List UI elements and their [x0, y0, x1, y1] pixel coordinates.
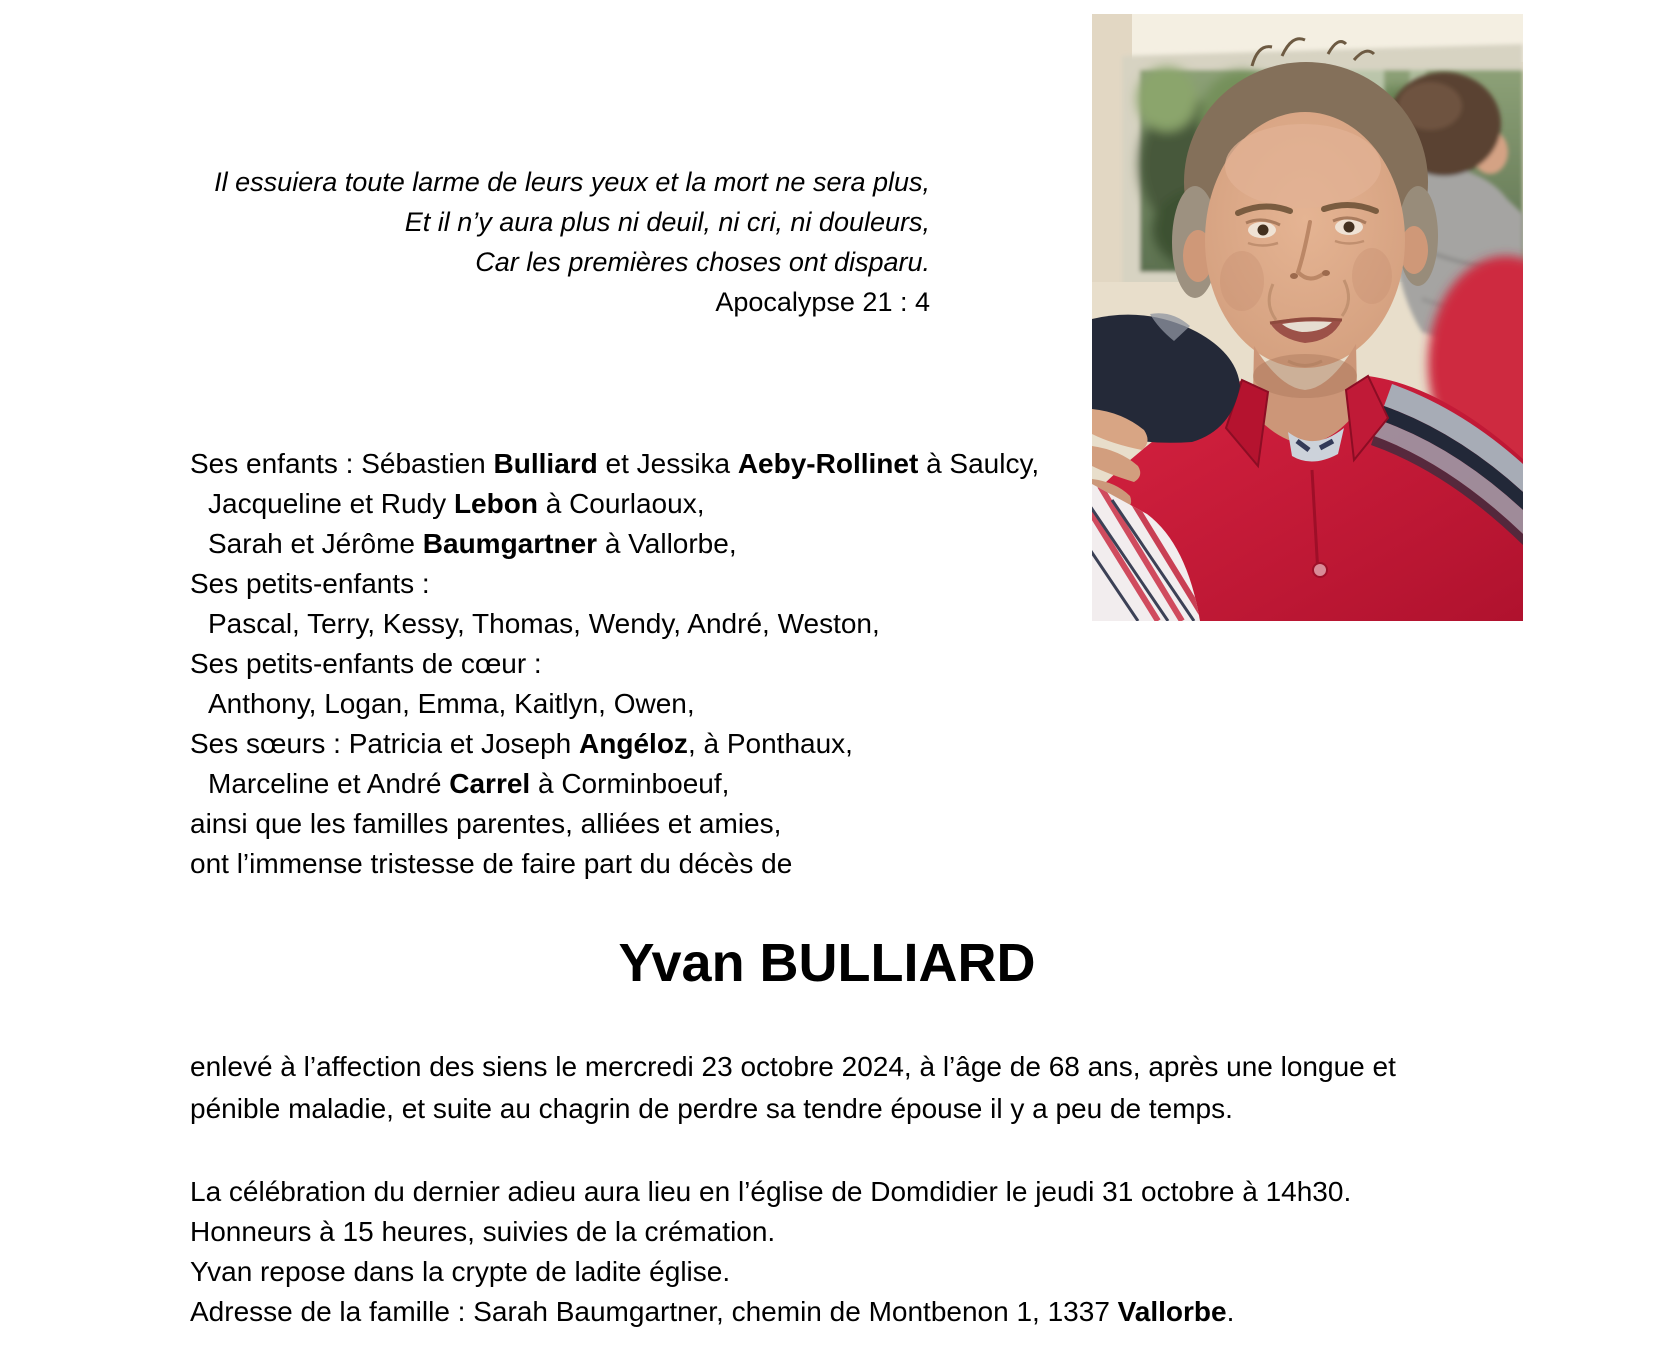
family-line: Pascal, Terry, Kessy, Thomas, Wendy, André, Weston, — [208, 608, 880, 639]
memorial-photo-illustration — [1092, 14, 1523, 621]
notice-line: pénible maladie, et suite au chagrin de perdre sa tendre épouse il y a peu de temps. — [190, 1093, 1233, 1124]
ceremony-line: Yvan repose dans la crypte de ladite église. — [190, 1256, 731, 1287]
deceased-name-title: Yvan BULLIARD — [618, 933, 1036, 993]
family-line: ont l’immense tristesse de faire part du décès de — [190, 848, 793, 879]
quote-line: Il essuiera toute larme de leurs yeux et la mort ne sera plus, — [214, 167, 930, 197]
ceremony-line: Honneurs à 15 heures, suivies de la crémation. — [190, 1216, 776, 1247]
quote-line: Et il n’y aura plus ni deuil, ni cri, ni douleurs, — [404, 207, 930, 237]
family-line: Ses enfants : Sébastien Bulliard et Jessika Aeby-Rollinet à Saulcy, — [190, 448, 1040, 479]
family-line: Sarah et Jérôme Baumgartner à Vallorbe, — [208, 528, 737, 559]
quote-reference: Apocalypse 21 : 4 — [715, 287, 930, 317]
notice-line: enlevé à l’affection des siens le mercredi 23 octobre 2024, à l’âge de 68 ans, après une longue et — [190, 1051, 1396, 1082]
family-line: Ses petits-enfants : — [190, 568, 430, 599]
family-line: Ses petits-enfants de cœur : — [190, 648, 542, 679]
family-address-line: Adresse de la famille : Sarah Baumgartner, chemin de Montbenon 1, 1337 Vallorbe. — [190, 1296, 1235, 1327]
quote-line: Car les premières choses ont disparu. — [475, 247, 930, 277]
family-line: Jacqueline et Rudy Lebon à Courlaoux, — [208, 488, 705, 519]
ceremony-line: La célébration du dernier adieu aura lieu en l’église de Domdidier le jeudi 31 octobre à 14h30. — [190, 1176, 1352, 1207]
family-announcement — [190, 444, 1039, 884]
family-line: ainsi que les familles parentes, alliées et amies, — [190, 808, 782, 839]
family-line: Marceline et André Carrel à Corminboeuf, — [208, 768, 730, 799]
bible-quote — [190, 162, 930, 322]
family-line: Anthony, Logan, Emma, Kaitlyn, Owen, — [208, 688, 695, 719]
memorial-photo — [1092, 14, 1523, 621]
ceremony-details — [190, 1172, 1351, 1332]
death-notice — [190, 1046, 1396, 1130]
family-line: Ses sœurs : Patricia et Joseph Angéloz, à Ponthaux, — [190, 728, 853, 759]
